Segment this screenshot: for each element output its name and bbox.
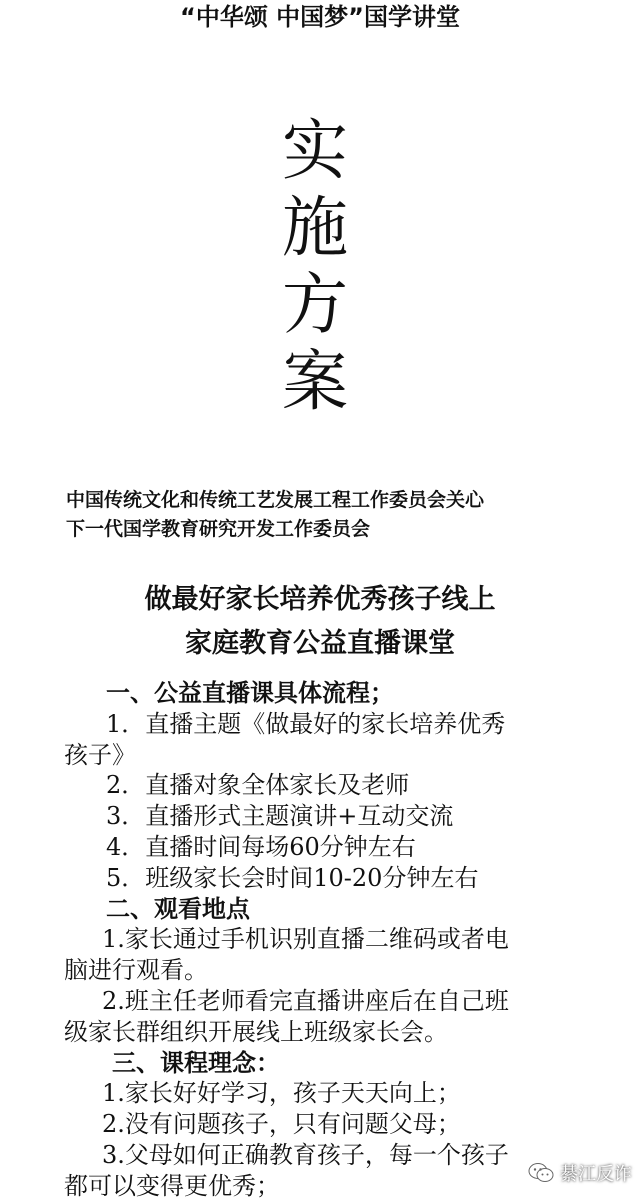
process-item: 2．直播对象全体家长及老师 (106, 771, 410, 800)
philosophy-item: 1.家长好好学习，孩子天天向上； (102, 1079, 461, 1108)
philosophy-item: 3.父母如何正确教育孩子，每一个孩子 (102, 1140, 509, 1169)
plan-body (64, 678, 624, 1200)
process-item: 3．直播形式主题演讲+互动交流 (106, 802, 454, 831)
organizer-block (66, 486, 606, 544)
location-item: 2.班主任老师看完直播讲座后在自己班 (102, 986, 509, 1015)
philosophy-item-continued: 都可以变得更优秀； (64, 1171, 280, 1200)
section-heading-philosophy: 三、课程理念： (112, 1048, 280, 1077)
process-item-continued: 孩子》 (64, 740, 136, 769)
plan-title-char: 案 (282, 343, 348, 420)
organizer-line: 下一代国学教育研究开发工作委员会 (66, 518, 371, 540)
wechat-icon (528, 1162, 554, 1184)
section-heading-location: 二、观看地点 (106, 894, 250, 923)
process-item: 1．直播主题《做最好的家长培养优秀 (106, 709, 506, 738)
plan-title-char: 方 (282, 266, 348, 343)
plan-title (240, 112, 390, 420)
plan-title-char: 施 (282, 189, 348, 266)
philosophy-item: 2.没有问题孩子，只有问题父母； (102, 1110, 461, 1139)
account-watermark (528, 1160, 632, 1186)
location-item-continued: 脑进行观看。 (64, 956, 208, 985)
process-item: 5．班级家长会时间10-20分钟左右 (106, 863, 479, 892)
plan-title-char: 实 (282, 112, 348, 189)
process-item: 4．直播时间每场60分钟左右 (106, 832, 416, 861)
course-title-line: 家庭教育公益直播课堂 (185, 628, 455, 659)
lecture-series-title: “中华颂 中国梦”国学讲堂 (180, 3, 460, 31)
section-heading-process: 一、公益直播课具体流程； (106, 679, 394, 707)
organizer-line: 中国传统文化和传统工艺发展工程工作委员会关心 (66, 489, 485, 511)
course-title (0, 578, 640, 666)
watermark-text: 綦江反诈 (560, 1164, 632, 1185)
course-title-line: 做最好家长培养优秀孩子线上 (144, 584, 496, 615)
location-item: 1.家长通过手机识别直播二维码或者电 (102, 925, 509, 954)
location-item-continued: 级家长群组织开展线上班级家长会。 (64, 1017, 448, 1046)
